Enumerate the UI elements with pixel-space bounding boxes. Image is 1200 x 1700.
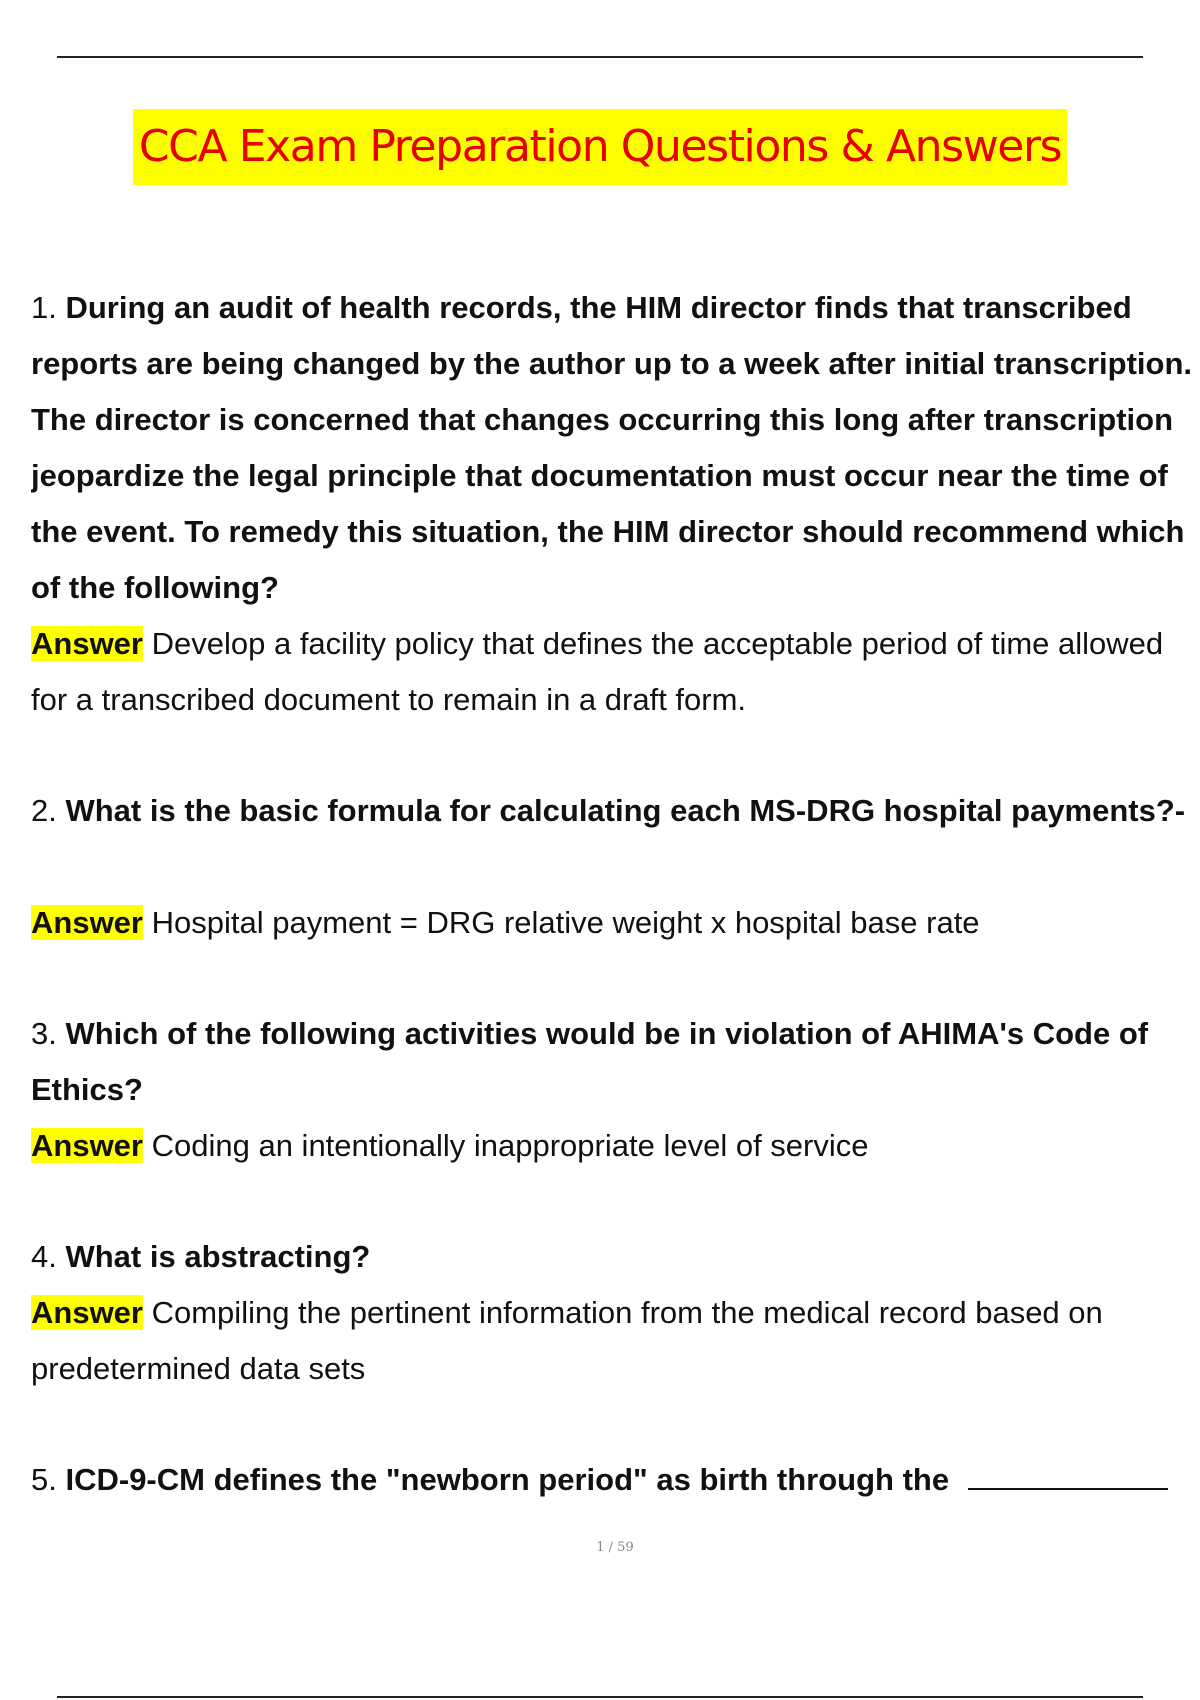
answer-label: Answer xyxy=(31,905,143,940)
qa-item-3 xyxy=(31,1006,1200,1174)
qa-item-1 xyxy=(31,280,1200,728)
answer-3 xyxy=(31,1118,1200,1174)
answer-4 xyxy=(31,1285,1200,1397)
question-number: 5. xyxy=(31,1462,57,1497)
question-number: 3. xyxy=(31,1016,57,1051)
question-2 xyxy=(31,783,1200,839)
qa-item-5 xyxy=(31,1452,1200,1508)
question-number: 2. xyxy=(31,793,57,828)
question-text: During an audit of health records, the HIM director finds that transcribed reports are being changed by the author up to a week after initial transcription. The director is concerned that changes occurring this long after transcription jeopardize the legal principle that documentation must occur near the time of the event. To remedy this situation, the HIM director should recommend which of the following? xyxy=(31,290,1192,605)
document-title: CCA Exam Preparation Questions & Answers xyxy=(133,109,1067,185)
question-5 xyxy=(31,1452,1200,1508)
question-number: 4. xyxy=(31,1239,57,1274)
page-number: 1 / 59 xyxy=(596,1540,634,1555)
blank-spacer xyxy=(31,839,1200,895)
bottom-rule xyxy=(57,1696,1143,1698)
qa-item-2 xyxy=(31,783,1200,951)
answer-label: Answer xyxy=(31,626,143,661)
title-container xyxy=(0,109,1200,185)
question-text: What is abstracting? xyxy=(65,1239,371,1274)
question-text: What is the basic formula for calculating each MS-DRG hospital payments?- xyxy=(65,793,1186,828)
top-rule xyxy=(57,56,1143,58)
answer-text: Develop a facility policy that defines the acceptable period of time allowed for a transcribed document to remain in a draft form. xyxy=(31,626,1164,717)
question-text: ICD-9-CM defines the "newborn period" as birth through the xyxy=(65,1462,950,1497)
answer-text: Hospital payment = DRG relative weight x hospital base rate xyxy=(151,905,980,940)
answer-text: Coding an intentionally inappropriate level of service xyxy=(151,1128,869,1163)
question-text: Which of the following activities would be in violation of AHIMA's Code of Ethics? xyxy=(31,1016,1149,1107)
answer-label: Answer xyxy=(31,1295,143,1330)
qa-item-4 xyxy=(31,1229,1200,1397)
fill-in-blank-line xyxy=(968,1460,1168,1490)
question-1 xyxy=(31,280,1200,616)
question-3 xyxy=(31,1006,1200,1118)
answer-1 xyxy=(31,616,1200,728)
question-4 xyxy=(31,1229,1200,1285)
answer-2 xyxy=(31,895,1200,951)
qa-list xyxy=(31,280,1200,1508)
answer-text: Compiling the pertinent information from the medical record based on predetermined data sets xyxy=(31,1295,1103,1386)
question-number: 1. xyxy=(31,290,57,325)
answer-label: Answer xyxy=(31,1128,143,1163)
